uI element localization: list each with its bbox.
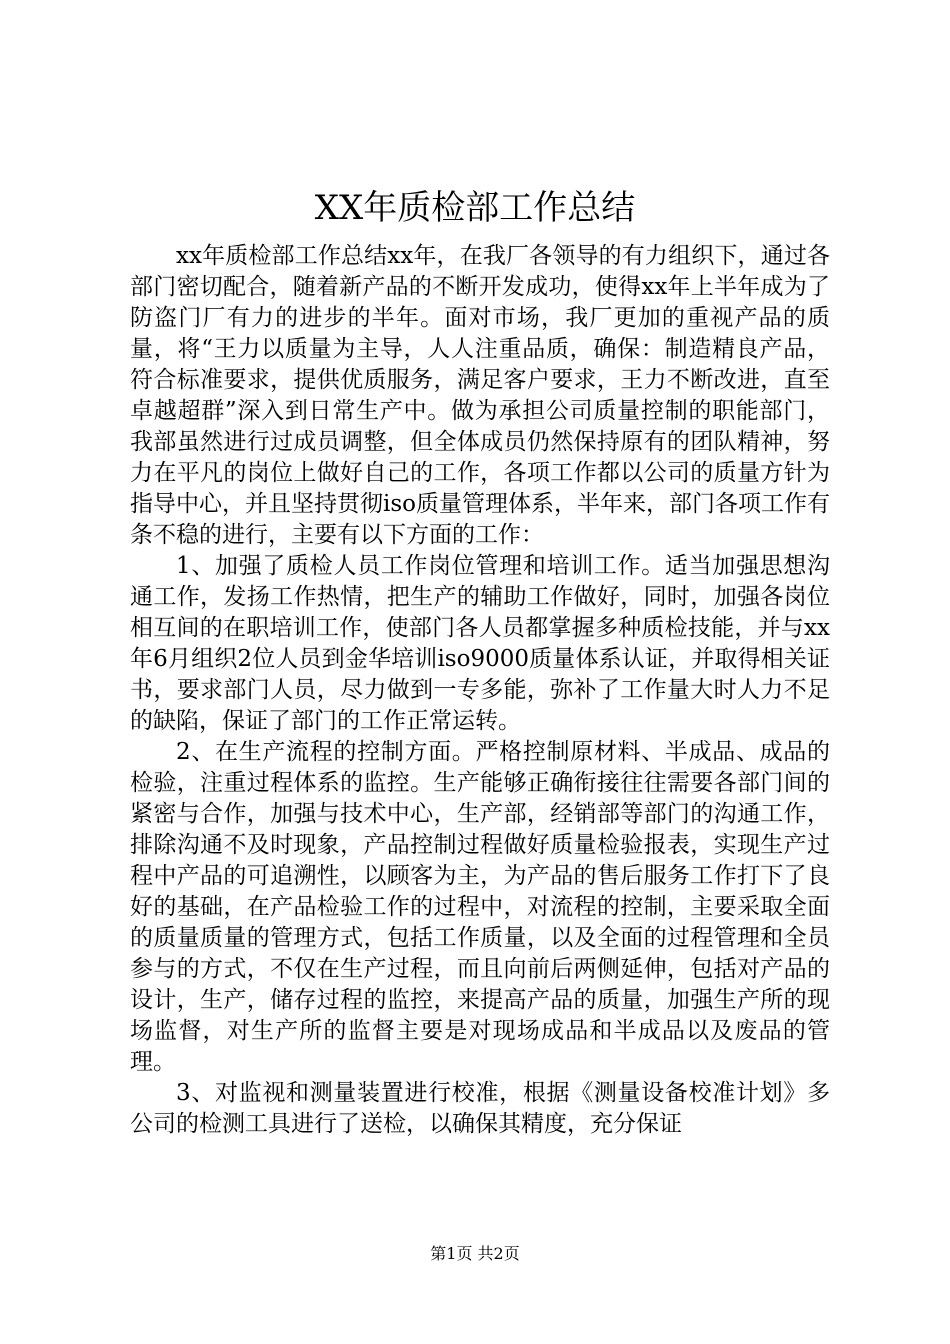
- paragraph-intro: xx年质检部工作总结xx年，在我厂各领导的有力组织下，通过各部门密切配合，随着新产品的不断开发成功，使得xx年上半年成为了防盗门厂有力的进步的半年。面对市场，我厂更加的重视产品的质量，将“王力以质量为主导，人人注重品质，确保：制造精良产品，符合标准要求，提供优质服务，满足客户要求，王力不断改进，直至卓越超群”深入到日常生产中。做为承担公司质量控制的职能部门，我部虽然进行过成员调整，但全体成员仍然保持原有的团队精神，努力在平凡的岗位上做好自己的工作，各项工作都以公司的质量方针为指导中心，并且坚持贯彻iso质量管理体系，半年来，部门各项工作有条不稳的进行，主要有以下方面的工作：: [130, 243, 831, 548]
- paragraph-item-3: 3、对监视和测量装置进行校准，根据《测量设备校准计划》多公司的检测工具进行了送检，以确保其精度，充分保证: [130, 1080, 830, 1137]
- document-body: [130, 241, 830, 1140]
- document-title: XX年质检部工作总结: [314, 188, 636, 228]
- paragraph-item-1: 1、加强了质检人员工作岗位管理和培训工作。适当加强思想沟通工作，发扬工作热情，把生产的辅助工作做好，同时，加强各岗位相互间的在职培训工作，使部门各人员都掌握多种质检技能，并与xx年6月组织2位人员到金华培训iso9000质量体系认证，并取得相关证书，要求部门人员，尽力做到一专多能，弥补了工作量大时人力不足的缺陷，保证了部门的工作正常运转。: [130, 553, 830, 734]
- paragraph-item-2: 2、在生产流程的控制方面。严格控制原材料、半成品、成品的检验，注重过程体系的监控。生产能够正确衔接往往需要各部门间的紧密与合作，加强与技术中心，生产部，经销部等部门的沟通工作，排除沟通不及时现象，产品控制过程做好质量检验报表，实现生产过程中产品的可追溯性，以顾客为主，为产品的售后服务工作打下了良好的基础，在产品检验工作的过程中，对流程的控制，主要采取全面的质量质量的管理方式，包括工作质量，以及全面的过程管理和全员参与的方式，不仅在生产过程，而且向前后两侧延伸，包括对产品的设计，生产，储存过程的监控，来提高产品的质量，加强生产所的现场监督，对生产所的监督主要是对现场成品和半成品以及废品的管理。: [130, 739, 830, 1075]
- page-footer: 第1页 共2页: [430, 1244, 520, 1263]
